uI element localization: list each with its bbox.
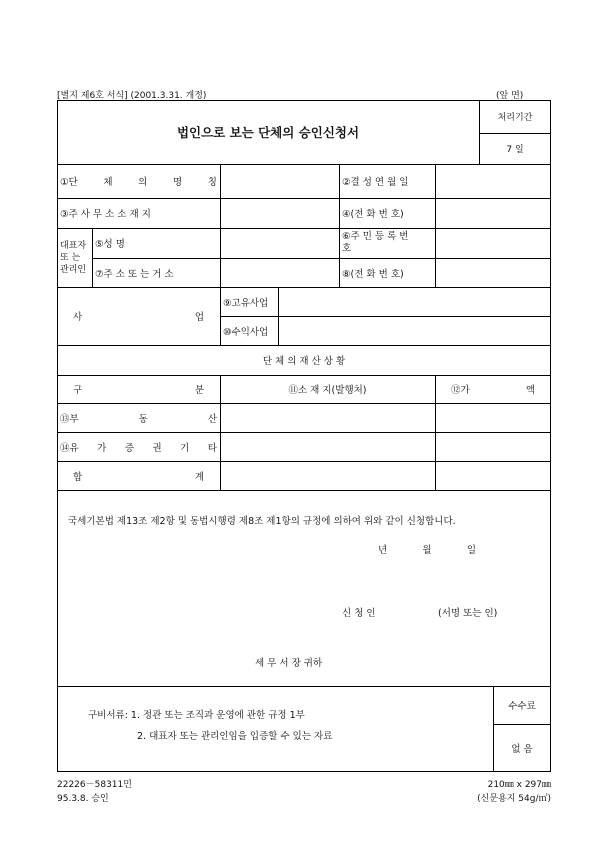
label-part: 기 — [180, 442, 190, 454]
label-part: 가 — [97, 442, 107, 454]
label-rep-id — [339, 228, 435, 258]
property-heading: 단 체 의 재 산 상 황 — [262, 356, 346, 367]
footer-paper: (신문용지 54g/㎡) — [477, 794, 551, 804]
divider — [57, 686, 551, 687]
label-found-date: ②결 성 연 월 일 — [342, 177, 409, 188]
label-part: 분 — [194, 385, 204, 396]
label-business — [57, 287, 220, 345]
label-rep-address: ⑦주 소 또 는 거 소 — [95, 268, 174, 280]
label-rep-id-line2: 호 — [342, 243, 352, 254]
footer-code: 22226－58311민 — [57, 780, 132, 790]
label-phone-1: ④(전 화 번 호) — [342, 209, 404, 220]
field-securities-amount[interactable] — [435, 432, 551, 461]
declaration-date — [378, 542, 476, 556]
footer-approval: 95.3.8. 승인 — [57, 794, 109, 804]
label-representative: 대표자 또 는 관리인 — [60, 240, 87, 275]
label-part: 월 — [422, 545, 432, 556]
recipient: 세 무 서 장 귀하 — [255, 658, 323, 669]
col-location: ⑪소 재 지(발행처) — [288, 385, 367, 396]
label-part: 칭 — [207, 177, 217, 188]
label-org-name — [57, 164, 220, 198]
label-part: 계 — [194, 471, 204, 483]
field-total-location[interactable] — [220, 461, 435, 490]
divider — [57, 490, 551, 491]
label-part: 명 — [172, 177, 183, 188]
label-part: 체 — [103, 177, 113, 188]
label-part: 증 — [124, 442, 134, 454]
row-real-estate-text — [60, 411, 217, 425]
label-part: 산 — [207, 413, 217, 425]
row-real-estate — [57, 403, 220, 432]
col-amount-text — [451, 382, 535, 396]
field-rep-name[interactable] — [220, 228, 339, 258]
processing-period-label: 처리기간 — [497, 113, 533, 123]
page-side-label: (앞 면) — [496, 91, 524, 101]
label-rep-name: ⑤성 명 — [95, 239, 125, 250]
attachments-line-2: 2. 대표자 또는 관리인임을 입증할 수 있는 자료 — [137, 731, 333, 742]
declaration-date-text — [378, 542, 476, 556]
fee-label: 수수료 — [508, 701, 536, 712]
label-part: 액 — [525, 385, 535, 396]
field-total-amount[interactable] — [435, 461, 551, 490]
label-org-name-text — [60, 174, 217, 188]
field-phone-1[interactable] — [435, 198, 551, 228]
field-real-estate-amount[interactable] — [435, 403, 551, 432]
field-rep-id[interactable] — [435, 228, 551, 258]
label-part: 합 — [73, 471, 83, 483]
col-category — [57, 375, 220, 403]
label-part: 권 — [152, 442, 162, 454]
form-title: 법인으로 보는 단체의 승인신청서 — [176, 125, 360, 140]
applicant-label: 신 청 인 — [342, 608, 376, 619]
field-office-address[interactable] — [220, 198, 339, 228]
label-part: ⑫가 — [451, 385, 470, 396]
label-business-text — [73, 309, 204, 323]
footer-size: 210㎜ x 297㎜ — [487, 780, 551, 790]
label-part: ①단 — [60, 177, 78, 188]
field-securities-location[interactable] — [220, 432, 435, 461]
field-real-estate-location[interactable] — [220, 403, 435, 432]
label-part: ⑬부 — [60, 413, 79, 425]
form-reference: [별지 제6호 서식] (2001.3.31. 개정) — [57, 91, 207, 101]
field-own-business[interactable] — [278, 287, 551, 316]
label-part: 년 — [378, 545, 388, 556]
row-total-text — [73, 469, 204, 483]
label-part: 타 — [207, 442, 217, 454]
label-part: 일 — [466, 545, 476, 556]
fee-value: 없 음 — [511, 744, 533, 755]
row-securities-text — [60, 440, 217, 454]
field-rep-address[interactable] — [220, 258, 339, 287]
label-part: 동 — [138, 413, 148, 425]
row-total — [57, 461, 220, 490]
label-rep-id-line1: ⑥주 민 등 록 번 — [342, 231, 409, 242]
col-amount — [435, 375, 551, 403]
label-profit-business: ⑩수익사업 — [223, 326, 269, 338]
field-found-date[interactable] — [435, 164, 551, 198]
field-org-name[interactable] — [220, 164, 339, 198]
label-part: 사 — [73, 312, 83, 323]
col-category-text — [73, 382, 204, 396]
row-securities — [57, 432, 220, 461]
field-profit-business[interactable] — [278, 316, 551, 345]
label-part: ⑭유 — [60, 442, 79, 454]
label-phone-2: ⑧(전 화 번 호) — [342, 268, 404, 280]
label-part: 업 — [194, 312, 204, 323]
processing-period-value: 7 일 — [506, 145, 524, 155]
declaration-text: 국세기본법 제13조 제2항 및 동법시행령 제8조 제1항의 규정에 의하여 위와 같이 신청합니다. — [68, 516, 456, 527]
field-phone-2[interactable] — [435, 258, 551, 287]
attachments-line-1: 구비서류: 1. 정관 또는 조직과 운영에 관한 규정 1부 — [88, 710, 305, 721]
label-office-address: ③주 사 무 소 소 재 지 — [60, 209, 151, 220]
label-part: 의 — [138, 177, 148, 188]
label-part: 구 — [73, 385, 83, 396]
label-own-business: ⑨고유사업 — [223, 297, 269, 309]
signature-note: (서명 또는 인) — [438, 608, 498, 619]
